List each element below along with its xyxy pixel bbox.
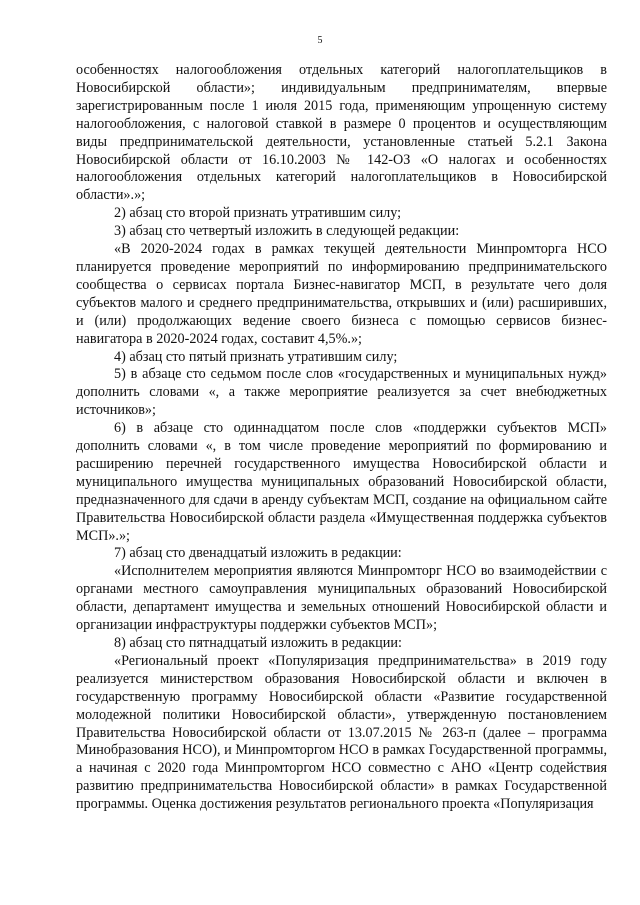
paragraph-quote-7: «Исполнителем мероприятия являются Минпромторг НСО во взаимодействии с органами местного самоуправления муниципальных образований Новосибирской области, департамент имущества и земельных отношений Новосибирской области и организации инфраструктуры поддержки субъектов МСП»;	[76, 563, 607, 634]
document-body	[76, 62, 607, 814]
page-number: 5	[317, 35, 323, 46]
paragraph-item-7: 7) абзац сто двенадцатый изложить в редакции:	[114, 545, 402, 562]
paragraph-quote-8: «Региональный проект «Популяризация предпринимательства» в 2019 году реализуется министерством образования Новосибирской области и включен в государственную программу Новосибирской области «Развитие государственной молодежной политики Новосибирской области», утвержденную постановлением Правительства Новосибирской области от 13.07.2015 № 263-п (далее – программа Минобразования НСО), и Минпромторгом НСО в рамках Государственной программы, а начиная с 2020 года Минпромторгом НСО совместно с АНО «Центр содействия развитию предпринимательства Новосибирской области» в рамках Государственной программы. Оценка достижения результатов регионального проекта «Популяризация	[76, 652, 607, 813]
paragraph-item-3: 3) абзац сто четвертый изложить в следующей редакции:	[114, 223, 460, 240]
paragraph-quote-3: «В 2020-2024 годах в рамках текущей деятельности Минпромторга НСО планируется проведение мероприятий по информированию предпринимательского сообщества о сервисах портала Бизнес-навигатор МСП, в результате чего доля субъектов малого и среднего предпринимательства, открывших и (или) расширивших, и (или) продолжающих ведение своего бизнеса с помощью сервисов бизнес-навигатора в 2020-2024 годах, составит 4,5%.»;	[76, 241, 607, 347]
paragraph-item-2: 2) абзац сто второй признать утратившим силу;	[114, 205, 402, 222]
paragraph-item-5: 5) в абзаце сто седьмом после слов «государственных и муниципальных нужд» дополнить словами «, а также мероприятие реализуется за счет внебюджетных источников»;	[76, 366, 607, 419]
paragraph-item-8: 8) абзац сто пятнадцатый изложить в редакции:	[114, 635, 402, 651]
paragraph-item-4: 4) абзац сто пятый признать утратившим силу;	[114, 348, 398, 365]
paragraph-continuation: особенностях налогообложения отдельных категорий налогоплательщиков в Новосибирской области»; индивидуальным предпринимателям, впервые зарегистрированным после 1 июля 2015 года, применяющим упрощенную систему налогообложения, с налоговой ставкой в размере 0 процентов и осуществляющим виды предпринимательской деятельности, установленные статьей 5.2.1 Закона Новосибирской области от 16.10.2003 № 142-ОЗ «О налогах и особенностях налогообложения отдельных категорий налогоплательщиков в Новосибирской области».»;	[76, 62, 607, 204]
paragraph-item-6: 6) в абзаце сто одиннадцатом после слов «поддержки субъектов МСП» дополнить словами «, в том числе проведение мероприятий по формированию и расширению перечней государственного имущества Новосибирской области и муниципального имущества муниципальных образований Новосибирской области, предназначенного для сдачи в аренду субъектам МСП, создание на официальном сайте Правительства Новосибирской области раздела «Имущественная поддержка субъектов МСП».»;	[76, 420, 607, 544]
